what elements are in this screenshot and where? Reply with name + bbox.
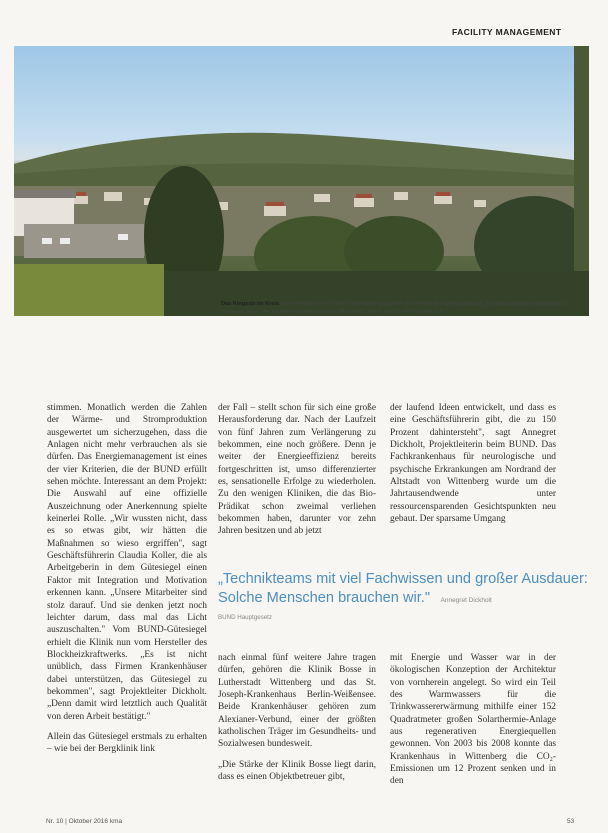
paragraph: „Die Stärke der Klinik Bosse liegt darin, dass es einen Objektbetreuer gibt, — [218, 759, 376, 783]
town-panorama-image — [14, 46, 589, 316]
footer-issue: Nr. 10 | Oktober 2016 kma — [46, 818, 123, 825]
column-3-top — [390, 402, 556, 525]
column-2-top — [218, 402, 376, 538]
caption-text: um Wartnutz ist das BUND-Gütesiegel zugunsten an Einblick zu seinen Gebäude „Energiesparendes Krankenhaus" ausgezeichnet - der andere Verbund zwischen Wittenberg Sonne und als 40 Punkten auf. — [221, 301, 568, 315]
paragraph: der laufend Ideen entwickelt, und dass es eine Geschäftsführerin gibt, die zu 150 Prozent dahintersteht", sagt Annegret Dickholt, Projektleiterin beim BUND. Das Fachkrankenhaus für neurologische und psychische Erkrankungen am Nordrand der Altstadt von Wittenberg wurde um die Jahrtausendwende unter ressourcensparenden Gesichtspunkten neu gebaut. Der sparsame Umgang — [390, 403, 556, 525]
pull-quote-source: BUND Hauptgesetz — [218, 614, 272, 621]
column-1 — [47, 402, 207, 756]
pull-quote-text: „Technikteams mit viel Fachwissen und großer Ausdauer: Solche Menschen brauchen wir." — [218, 571, 588, 606]
photo-caption — [221, 300, 581, 316]
landscape-photo — [14, 46, 589, 316]
column-2-bottom — [218, 652, 376, 783]
pull-quote — [218, 570, 590, 621]
column-3-bottom — [390, 652, 556, 788]
paragraph: stimmen. Monatlich werden die Zahlen der Wärme- und Stromproduktion ausgewertet um sicherzugehen, dass die Anlagen nicht mehr verbrauchen als sie dürfen. Das Energiemanagement ist eines der vier Kriterien, die der BUND erfüllt sehen möchte. Interessant an dem Projekt: Die Auswahl auf eine offizielle Auszeichnung oder Anerkennung spielte keinerlei Rolle. „Wir wussten nicht, dass es so etwas gibt, wir hätten die Maßnahmen so wieso ergriffen", sagt Geschäftsführerin Claudia Koller, die als Arbeitgeberin in dem Gütesiegel einen Faktor mit Integration und Motivation erkennen kann. „Unsere Mitarbeiter sind stolz darauf. Und sie denken jetzt noch leichter darum, dass mal das Licht auszuschalten." Vom BUND-Gütesiegel erhielt die Klinik nun vom Hersteller des Blockheizkraftwerks. „Es ist nicht unüblich, dass Firmen Krankenhäuser dabei unterstützen, das Gütesiegel zu bekommen", sagt Projektleiter Dickholt. „Denn damit wird letztlich auch Qualität von deren Arbeit bestätigt." — [47, 403, 207, 722]
paragraph: nach einmal fünf weitere Jahre tragen dürfen, gehören die Klinik Bosse in Lutherstadt Wittenberg und das St. Joseph-Krankenhaus Berlin-Weißensee. Beide Krankenhäuser gehören zum Alexianer-Verbund, einer der größten katholischen Träger im Gesundheits- und Sozialwesen bundesweit. — [218, 653, 376, 750]
paragraph: der Fall – stellt schon für sich eine große Herausforderung dar. Nach der Laufzeit von fünf Jahren zum Verlängerung zu bekommen, eine noch größere. Denn je weiter der Energieeffizienz bereits fortgeschritten ist, umso differenzierter es, sensationelle Erfolge zu wiederholen. Zu den wenigen Kliniken, die das Bio-Prädikat schon zweimal verliehen bekommen haben, darunter vor zehn Jahren besitzen und ab jetzt — [218, 403, 376, 537]
section-header: FACILITY MANAGEMENT — [452, 27, 562, 37]
paragraph: Allein das Gütesiegel erstmals zu erhalten – wie bei der Bergklinik link — [47, 731, 207, 755]
paragraph: mit Energie und Wasser war in der ökologischen Konzeption der Architektur von vornherein angelegt. So wird ein Teil des Warmwassers für die Trinkwassererwärmung mithilfe einer 152 Quadratmeter großen Solarthermie-Anlage aus regenerativen Energiequellen gewonnen. Von 2003 bis 2008 konnte das Krankenhaus in Wittenberg die CO₂-Emissionen um 12 Prozent senken und in den — [390, 653, 556, 787]
pull-quote-attribution: Annegret Dickholt — [440, 597, 492, 604]
page-number: 53 — [567, 818, 575, 825]
caption-lead: Das Kingsstr im Kreis — [221, 301, 280, 307]
